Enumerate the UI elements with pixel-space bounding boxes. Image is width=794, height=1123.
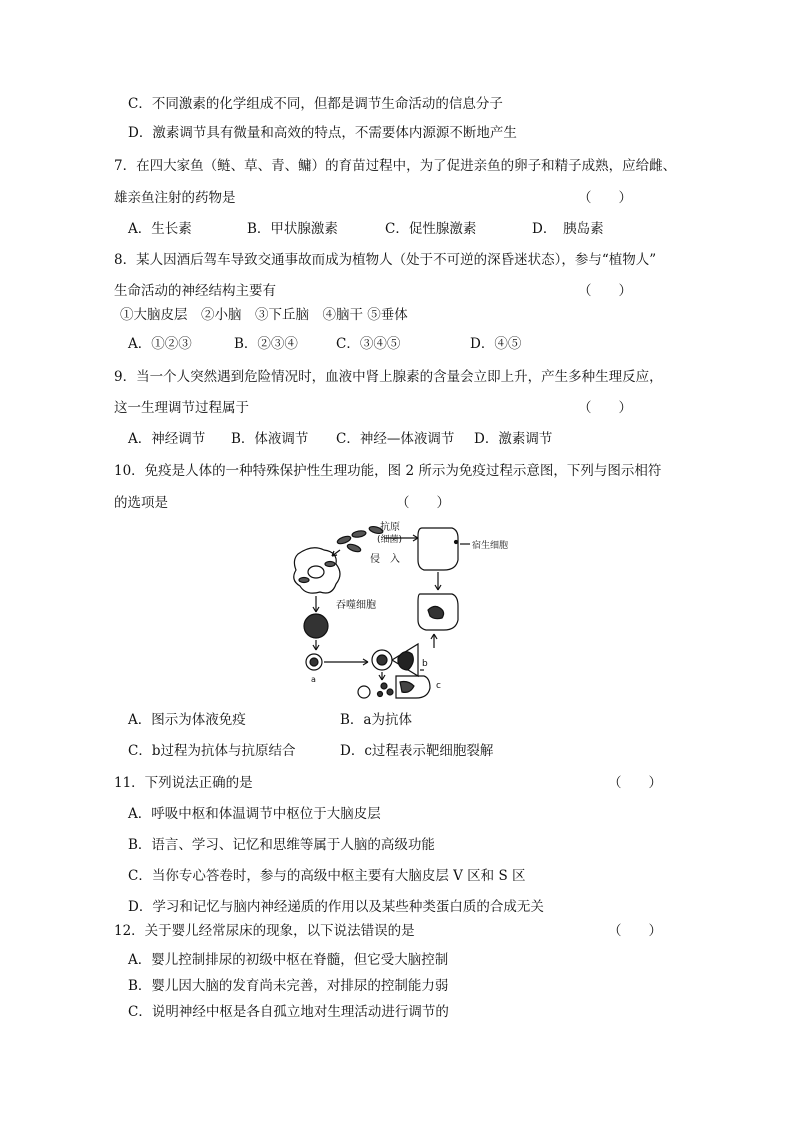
q7-option-c: C．促性腺激素 xyxy=(385,221,477,237)
q8-option-a: A．①②③ xyxy=(128,336,192,352)
q9-stem-line1: 9．当一个人突然遇到危险情况时，血液中肾上腺素的含量会立即上升，产生多种生理反应， xyxy=(114,369,663,385)
bacterium-icon xyxy=(336,535,351,545)
label-invade: 侵 入 xyxy=(370,554,400,565)
q11-option-a: A．呼吸中枢和体温调节中枢位于大脑皮层 xyxy=(128,806,381,822)
q8-option-c: C．③④⑤ xyxy=(336,336,401,352)
q8-stem-line1: 8．某人因酒后驾车导致交通事故而成为植物人（处于不可逆的深昏迷状态），参与“植物人” xyxy=(114,252,657,268)
q12-option-a: A．婴儿控制排尿的初级中枢在脊髓，但它受大脑控制 xyxy=(128,952,449,968)
q7-option-a: A．生长素 xyxy=(128,221,192,237)
q10-stem-line1: 10．免疫是人体的一种特殊保护性生理功能，图 2 所示为免疫过程示意图，下列与图示相符 xyxy=(114,463,662,479)
cell-c-effector xyxy=(358,686,370,698)
q10-option-c: C．b过程为抗体与抗原结合 xyxy=(128,743,296,759)
q10-answer-paren: （ ） xyxy=(396,495,450,511)
q8-option-d: D．④⑤ xyxy=(470,336,522,352)
q11-option-c: C．当你专心答卷时，参与的高级中枢主要有大脑皮层 V 区和 S 区 xyxy=(128,868,526,884)
label-antigen-line1: 抗原 xyxy=(380,522,400,533)
q7-option-b: B．甲状腺激素 xyxy=(247,221,338,237)
q6-option-d: D．激素调节具有微量和高效的特点，不需要体内源源不断地产生 xyxy=(128,125,517,141)
q9-stem-line2: 这一生理调节过程属于 xyxy=(114,400,249,416)
q12-option-b: B．婴儿因大脑的发育尚未完善，对排尿的控制能力弱 xyxy=(128,978,449,994)
label-phagocyte: 吞噬细胞 xyxy=(336,600,376,611)
phagocyte-nucleus xyxy=(308,566,324,578)
q9-option-d: D．激素调节 xyxy=(474,431,553,447)
q8-stem-line2: 生命活动的神经结构主要有 xyxy=(114,283,276,299)
q10-stem-line2: 的选项是 xyxy=(114,495,168,511)
q10-option-d: D．c过程表示靶细胞裂解 xyxy=(340,743,494,759)
bacterium-icon xyxy=(352,530,367,538)
q7-stem-line2: 雄亲鱼注射的药物是 xyxy=(114,190,236,206)
q11-option-d: D．学习和记忆与脑内神经递质的作用以及某些种类蛋白质的合成无关 xyxy=(128,899,544,915)
q10-option-b: B．a为抗体 xyxy=(340,712,412,728)
label-b: b xyxy=(422,659,428,669)
processing-phagocyte xyxy=(304,614,328,638)
label-a: a xyxy=(311,675,316,684)
immune-process-figure xyxy=(284,520,524,700)
bacterium-icon xyxy=(346,543,361,553)
q8-structure-list: ①大脑皮层 ②小脑 ③下丘脑 ④脑干 ⑤垂体 xyxy=(120,307,408,323)
q12-option-c: C．说明神经中枢是各自孤立地对生理活动进行调节的 xyxy=(128,1004,449,1020)
q11-answer-paren: （ ） xyxy=(608,775,662,791)
q8-answer-paren: （ ） xyxy=(578,283,632,299)
q11-stem: 11．下列说法正确的是 xyxy=(114,775,253,791)
label-host-cell: 宿生细胞 xyxy=(472,541,509,551)
q9-option-b: B．体液调节 xyxy=(231,431,309,447)
q10-option-a: A．图示为体液免疫 xyxy=(128,712,246,728)
label-c: c xyxy=(436,681,441,691)
q6-option-c: C．不同激素的化学组成不同，但都是调节生命活动的信息分子 xyxy=(128,96,503,112)
q9-option-a: A．神经调节 xyxy=(128,431,206,447)
q8-option-b: B．②③④ xyxy=(234,336,298,352)
q7-answer-paren: （ ） xyxy=(578,190,632,206)
q12-stem: 12．关于婴儿经常尿床的现象，以下说法错误的是 xyxy=(114,923,415,939)
q7-option-d: D． 胰岛素 xyxy=(532,221,604,237)
q12-answer-paren: （ ） xyxy=(608,923,662,939)
q7-stem-line1: 7．在四大家鱼（鲢、草、青、鳙）的育苗过程中，为了促进亲鱼的卵子和精子成熟，应给雌、 xyxy=(114,158,677,174)
label-antigen-line2: (细菌) xyxy=(377,535,403,545)
host-cell xyxy=(418,528,458,570)
q11-option-b: B．语言、学习、记忆和思维等属于人脑的高级功能 xyxy=(128,837,435,853)
q9-option-c: C．神经—体液调节 xyxy=(336,431,455,447)
q9-answer-paren: （ ） xyxy=(578,400,632,416)
